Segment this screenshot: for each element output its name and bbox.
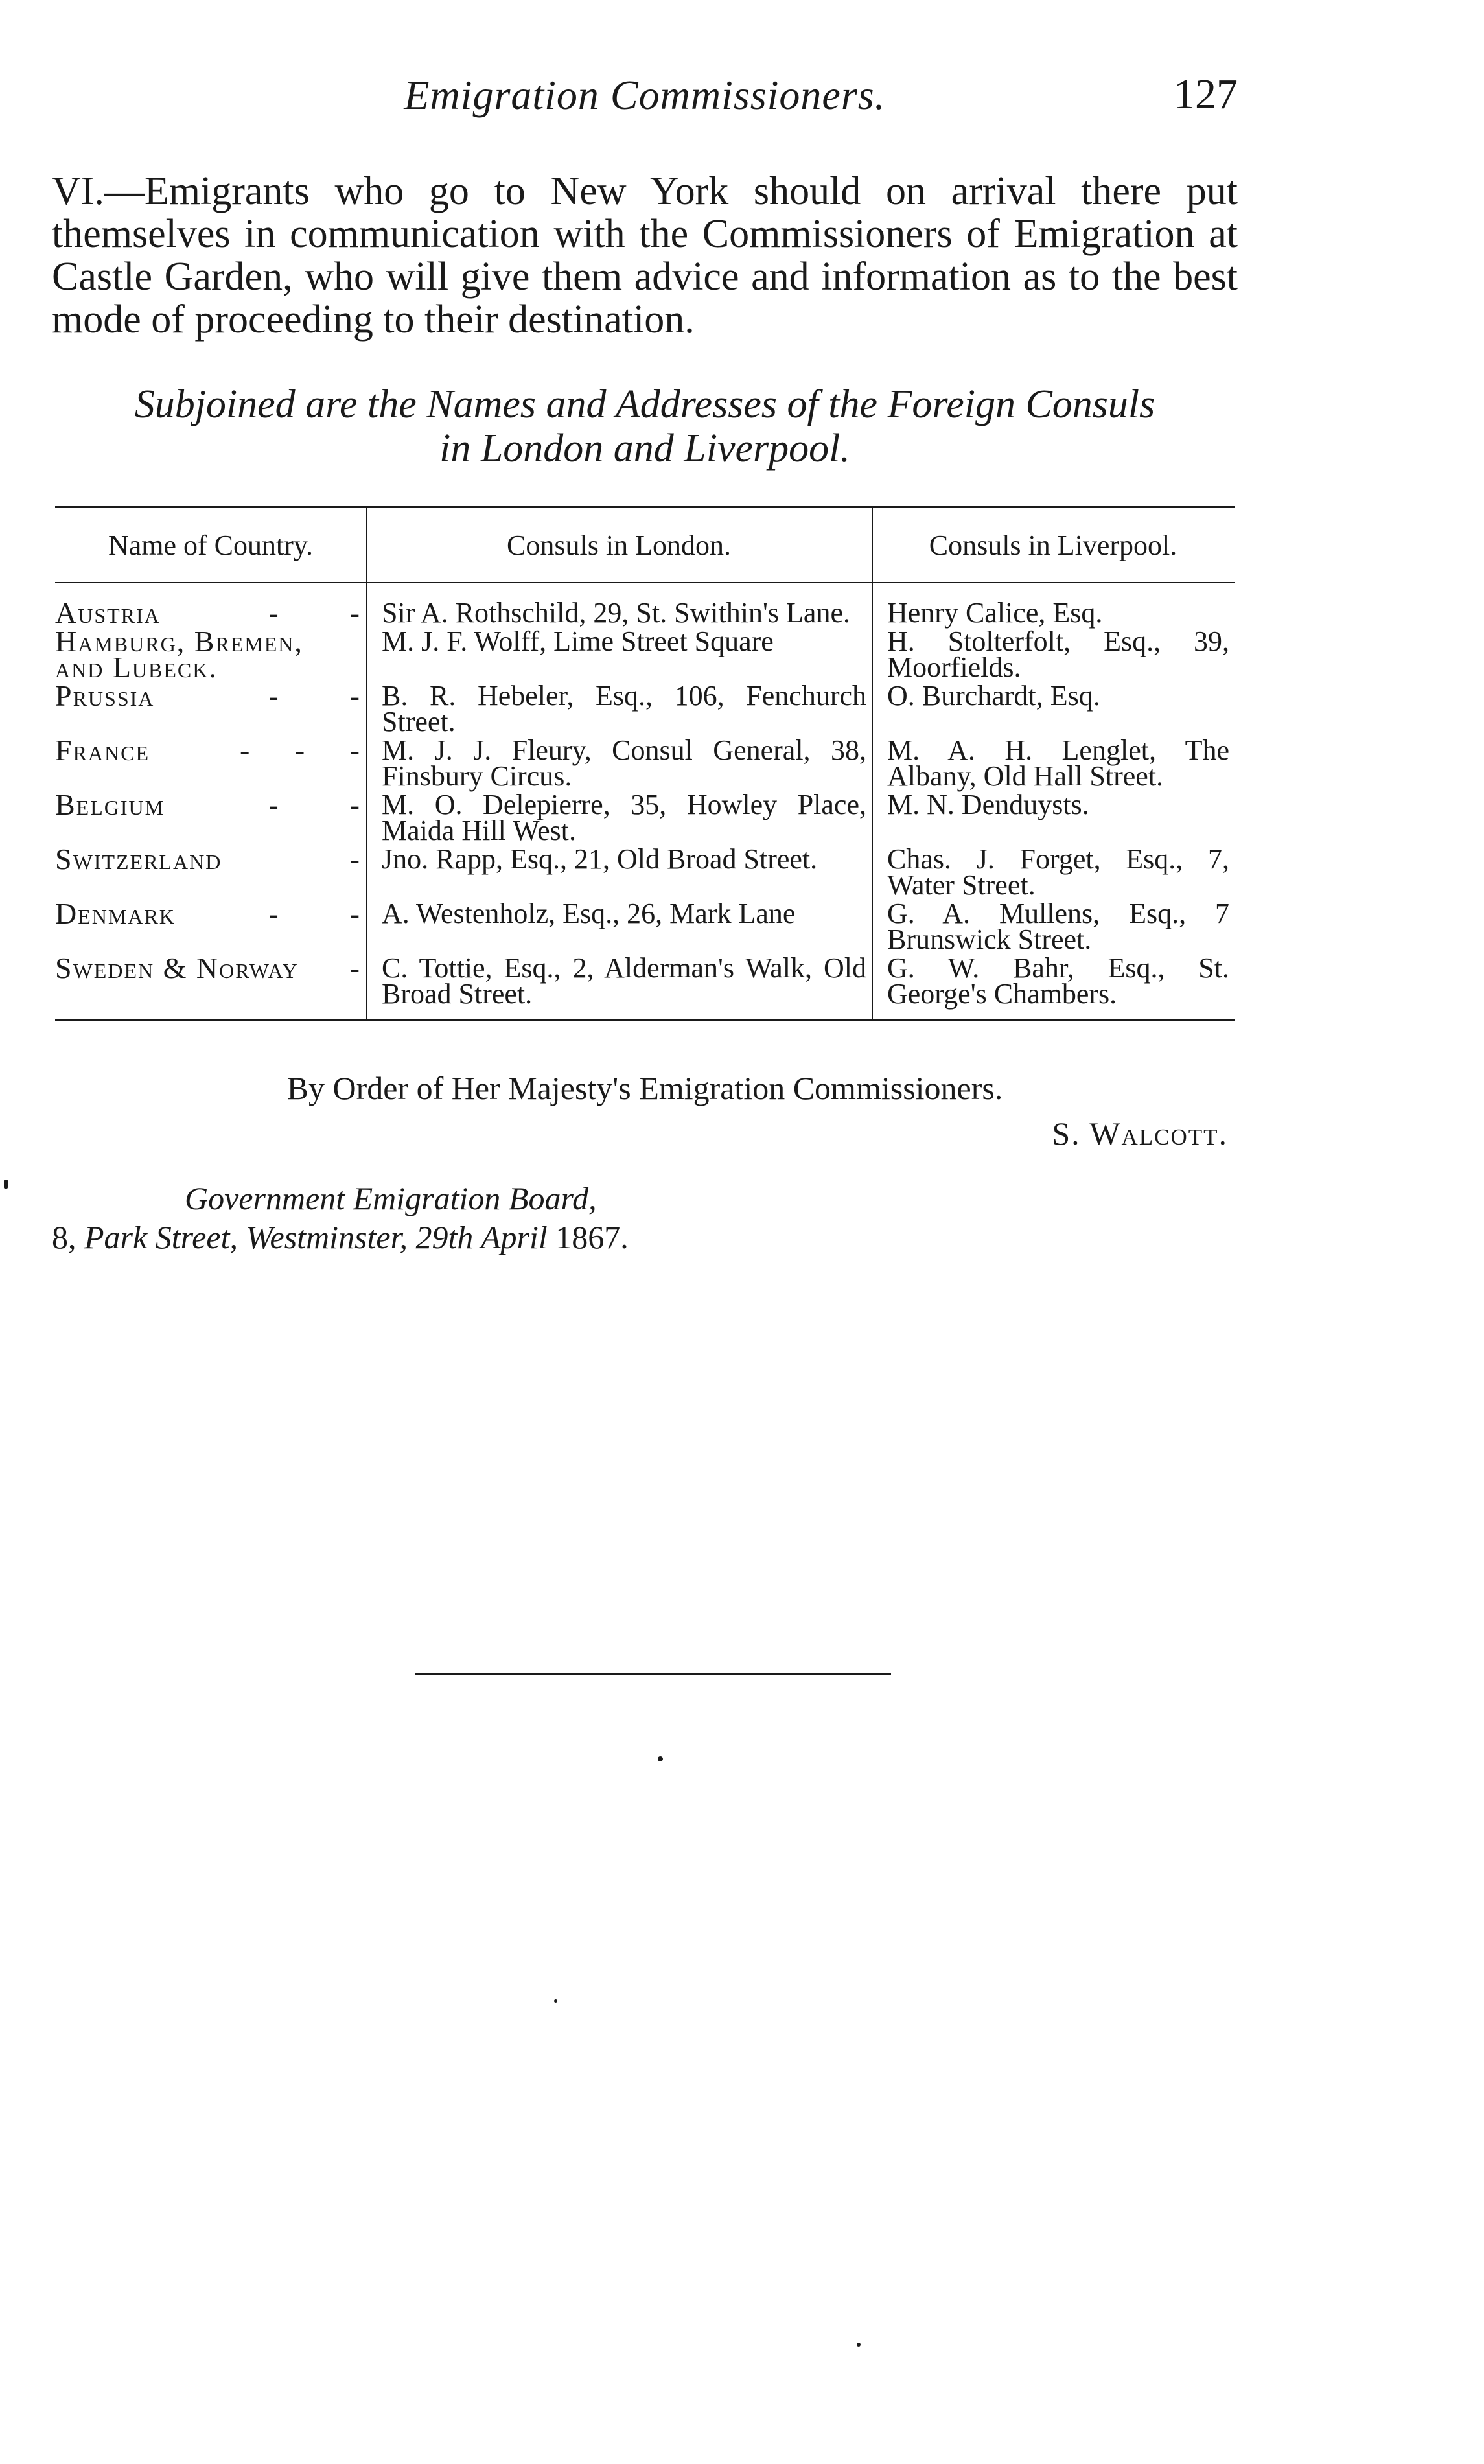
ink-speck [4, 1180, 8, 1189]
country-name: Austria [55, 596, 161, 629]
country-cell [55, 679, 366, 735]
table-row [55, 788, 1235, 846]
leader-dashes: - [349, 951, 361, 984]
country-name: Sweden & Norway [55, 951, 299, 984]
column-divider [366, 583, 367, 1019]
liverpool-consul-cell: M. A. H. Lenglet, The Albany, Old Hall Street. [887, 734, 1229, 792]
order-line: By Order of Her Majesty's Emigration Commissioners. [286, 1070, 1003, 1106]
leader-dashes: - [349, 843, 361, 876]
address-number: 8, [52, 1219, 76, 1255]
column-divider [366, 508, 367, 582]
table-header-row [55, 508, 1235, 582]
liverpool-consul-cell: G. A. Mullens, Esq., 7 Brunswick Street. [887, 898, 1229, 955]
table-row [55, 951, 1235, 1010]
address-year: 1867. [555, 1219, 629, 1255]
liverpool-consul-cell: O. Burchardt, Esq. [887, 680, 1100, 712]
board-name: Government Emigration Board, [185, 1180, 597, 1216]
table-rows [55, 596, 1235, 1010]
section-vi-paragraph: VI.—Emigrants who go to New York should on arrival there put themselves in communication with the Commissioners of Emigration at Castle Garden, who will give them advice and information as to the best mode of proceeding to their destination. [52, 169, 1238, 342]
ink-speck [658, 1756, 663, 1761]
country-name: Switzerland [55, 843, 222, 876]
london-consul-cell: Jno. Rapp, Esq., 21, Old Broad Street. [382, 843, 818, 875]
address-street-date: Park Street, Westminster, 29th April [84, 1219, 548, 1255]
london-consul-cell: M. J. J. Fleury, Consul General, 38, Finsbury Circus. [382, 734, 866, 792]
signature: S. Walcott. [1052, 1115, 1228, 1152]
country-cell [55, 897, 366, 953]
liverpool-consul-cell: Henry Calice, Esq. [887, 597, 1103, 629]
liverpool-consul-cell: Chas. J. Forget, Esq., 7, Water Street. [887, 843, 1229, 901]
table-row [55, 625, 1235, 684]
running-head [52, 65, 1238, 123]
header-country: Name of Country. [108, 529, 314, 561]
london-consul-cell: M. J. F. Wolff, Lime Street Square [382, 625, 774, 657]
header-london: Consuls in London. [507, 529, 731, 561]
leader-dashes: - - [268, 596, 361, 629]
header-liverpool: Consuls in Liverpool. [929, 529, 1177, 561]
london-consul-cell: Sir A. Rothschild, 29, St. Swithin's Lane. [382, 597, 850, 629]
board-address [52, 1218, 629, 1256]
table-bottom-rule [55, 1019, 1235, 1021]
leader-dashes: - - [268, 679, 361, 712]
ink-speck [857, 2343, 861, 2347]
country-name: France [55, 734, 150, 767]
country-cell [55, 625, 366, 684]
london-consul-cell: A. Westenholz, Esq., 26, Mark Lane [382, 898, 796, 929]
table-row [55, 596, 1235, 629]
country-cell [55, 734, 366, 789]
table-row [55, 843, 1235, 901]
country-cell [55, 596, 366, 629]
country-cell [55, 951, 366, 1007]
leader-dashes: - - - [240, 734, 361, 767]
column-divider [872, 583, 873, 1019]
table-caption-line-2: in London and Liverpool. [439, 426, 850, 471]
table-row [55, 734, 1235, 792]
leader-dashes: - - [268, 897, 361, 930]
country-name: Hamburg, Bremen, and Lubeck. [55, 625, 303, 684]
london-consul-cell: C. Tottie, Esq., 2, Alderman's Walk, Old Broad Street. [382, 952, 866, 1010]
table-body [55, 583, 1235, 1019]
table-header-wrap [55, 508, 1235, 582]
country-cell [55, 843, 366, 898]
london-consul-cell: M. O. Delepierre, 35, Howley Place, Maida Hill West. [382, 789, 866, 846]
table-row [55, 679, 1235, 738]
leader-dashes: - - [268, 788, 361, 821]
running-title: Emigration Commissioners. [404, 72, 886, 118]
table-caption-line-1: Subjoined are the Names and Addresses of the Foreign Consuls [134, 382, 1155, 426]
liverpool-consul-cell: M. N. Denduysts. [887, 789, 1089, 820]
column-divider [872, 508, 873, 582]
ink-speck [554, 1999, 557, 2003]
country-name: Denmark [55, 897, 176, 930]
country-cell [55, 788, 366, 844]
country-name: Prussia [55, 679, 155, 712]
page-number: 127 [1174, 71, 1238, 118]
liverpool-consul-cell: G. W. Bahr, Esq., St. George's Chambers. [887, 952, 1229, 1010]
consuls-table [55, 506, 1235, 1021]
london-consul-cell: B. R. Hebeler, Esq., 106, Fenchurch Street. [382, 680, 866, 738]
liverpool-consul-cell: H. Stolterfolt, Esq., 39, Moorfields. [887, 625, 1229, 683]
table-caption [52, 382, 1238, 471]
table-row [55, 897, 1235, 955]
end-rule [415, 1673, 891, 1675]
country-name: Belgium [55, 788, 165, 821]
